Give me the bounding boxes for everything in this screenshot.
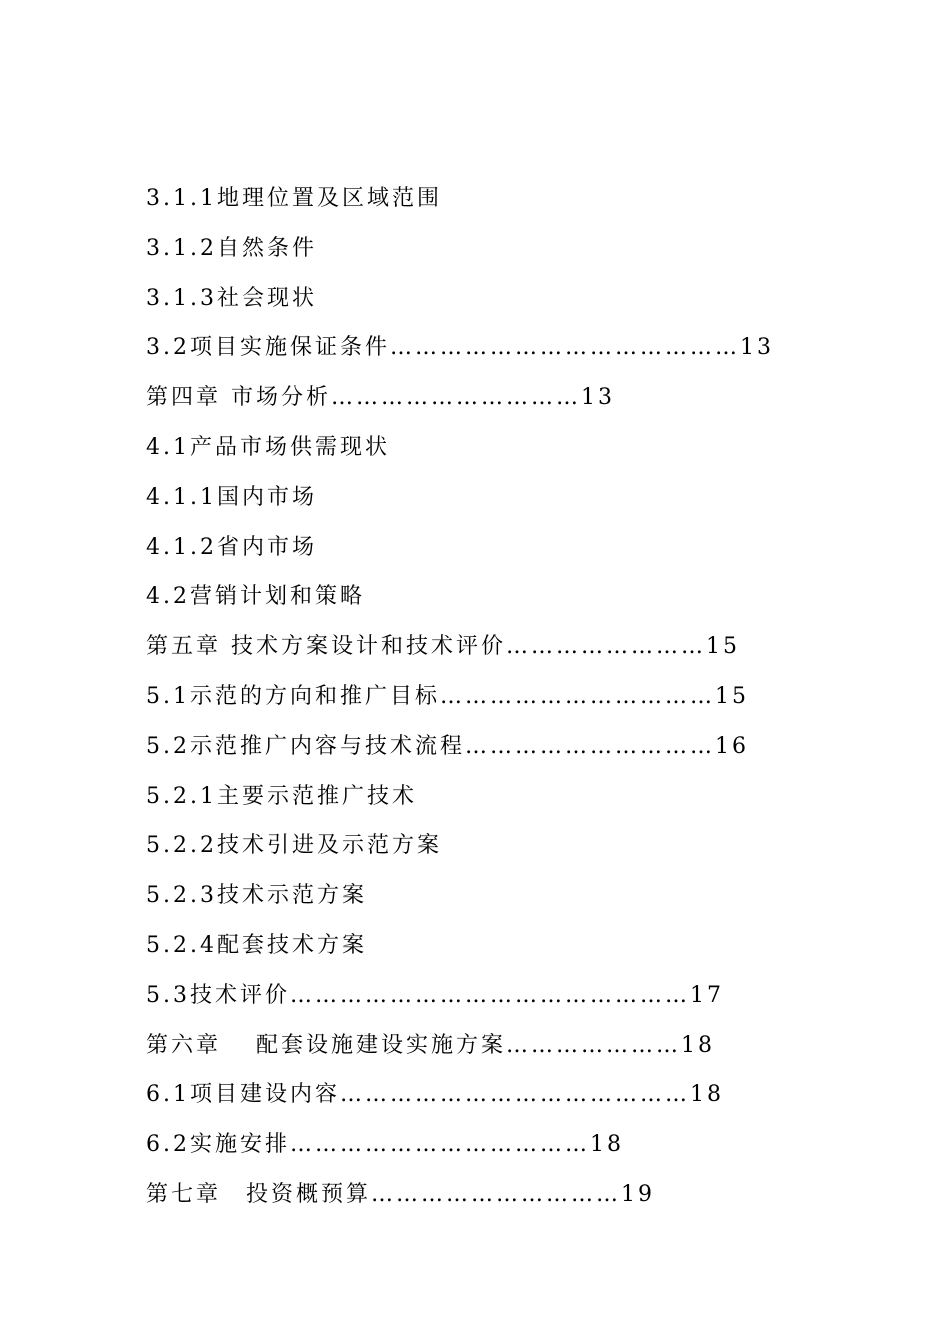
- toc-entry: 5.2.4配套技术方案: [146, 932, 367, 958]
- toc-entry: 3.2项目实施保证条件……………………………………13: [146, 335, 774, 361]
- toc-entry: 3.1.1地理位置及区域范围: [146, 186, 442, 211]
- toc-entry: 5.2示范推广内容与技术流程…………………………16: [146, 733, 749, 759]
- toc-entry: 6.2实施安排………………………………18: [146, 1132, 624, 1158]
- toc-chapter-entry: 第四章 市场分析…………………………13: [146, 385, 615, 411]
- toc-entry: 5.2.1主要示范推广技术: [146, 783, 417, 809]
- toc-entry: 3.1.2自然条件: [146, 235, 317, 261]
- table-of-contents: [146, 182, 806, 1228]
- toc-entry: 5.2.3技术示范方案: [146, 883, 367, 909]
- toc-chapter-entry: 第七章 投资概预算…………………………19: [146, 1181, 655, 1207]
- toc-entry: 4.2营销计划和策略: [146, 584, 365, 610]
- toc-entry: 5.3技术评价…………………………………………17: [146, 982, 724, 1008]
- toc-chapter-entry: 第五章 技术方案设计和技术评价……………………15: [146, 634, 740, 660]
- toc-entry: 5.2.2技术引进及示范方案: [146, 833, 442, 859]
- toc-entry: 3.1.3社会现状: [146, 285, 317, 311]
- toc-entry: 6.1项目建设内容……………………………………18: [146, 1082, 724, 1108]
- toc-entry: 4.1产品市场供需现状: [146, 434, 390, 460]
- toc-entry: 4.1.1国内市场: [146, 484, 317, 510]
- toc-chapter-entry: 第六章 配套设施建设实施方案…………………18: [146, 1032, 715, 1058]
- toc-entry: 5.1示范的方向和推广目标……………………………15: [146, 683, 749, 709]
- toc-entry: 4.1.2省内市场: [146, 534, 317, 560]
